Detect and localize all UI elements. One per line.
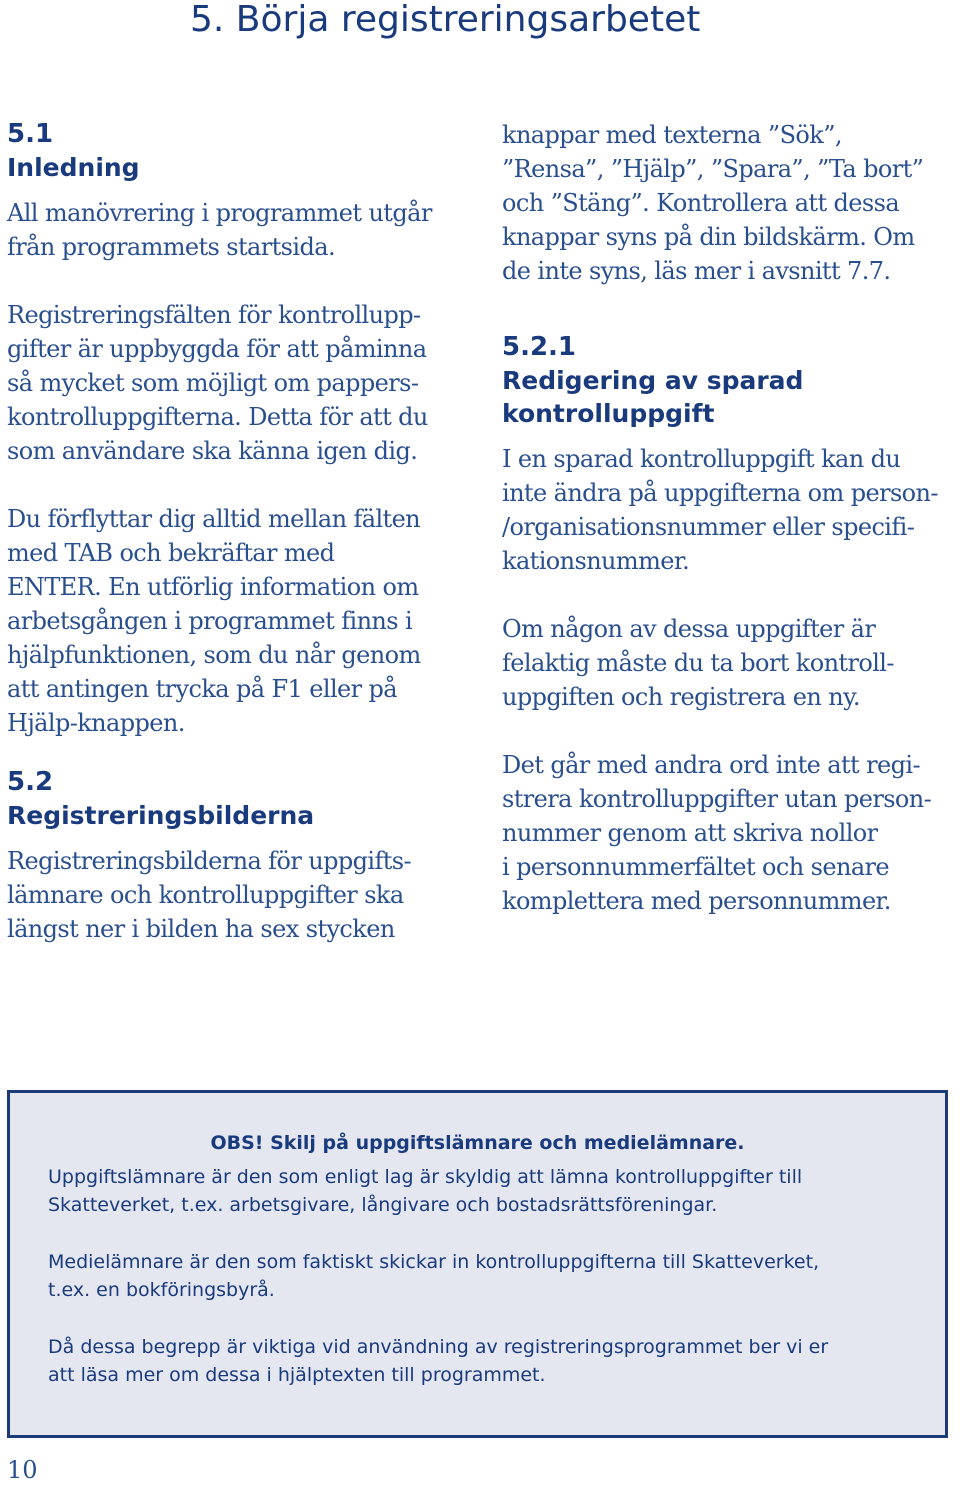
text-line: de inte syns, läs mer i avsnitt 7.7. — [502, 257, 891, 285]
text-line: Då dessa begrepp är viktiga vid användning av registreringsprogrammet ber vi er — [48, 1336, 829, 1358]
text-line: Registreringsfälten för kontrollupp- — [7, 301, 421, 329]
text-line: Hjälp-knappen. — [7, 709, 185, 737]
text-line: Skatteverket, t.ex. arbetsgivare, långivare och bostadsrättsföreningar. — [48, 1194, 718, 1216]
section-5-1-paragraph-3 — [7, 502, 457, 740]
notice-paragraph-2 — [48, 1248, 928, 1304]
text-line: /organisationsnummer eller specifi- — [502, 513, 915, 541]
right-column — [502, 118, 952, 918]
text-line: inte ändra på uppgifterna om person- — [502, 479, 938, 507]
text-line: att antingen trycka på F1 eller på — [7, 675, 398, 703]
page-number: 10 — [7, 1456, 38, 1484]
text-line: Om någon av dessa uppgifter är — [502, 615, 876, 643]
section-5-2-1-paragraph-3 — [502, 748, 952, 918]
text-line: Det går med andra ord inte att regi- — [502, 751, 920, 779]
text-line: Medielämnare är den som faktiskt skickar in kontrolluppgifterna till Skatteverket, — [48, 1251, 820, 1273]
section-5-1-paragraph-2 — [7, 298, 457, 468]
section-5-1-paragraph-1 — [7, 196, 457, 264]
text-line: nummer genom att skriva nollor — [502, 819, 878, 847]
text-line: ”Rensa”, ”Hjälp”, ”Spara”, ”Ta bort” — [502, 155, 924, 183]
section-5-2-paragraph — [7, 844, 457, 946]
text-line: Registreringsbilderna för uppgifts- — [7, 847, 411, 875]
text-line: Uppgiftslämnare är den som enligt lag är skyldig att lämna kontrolluppgifter till — [48, 1166, 803, 1188]
text-line: knappar syns på din bildskärm. Om — [502, 223, 915, 251]
section-5-2-1-paragraph-1 — [502, 442, 952, 578]
section-5-1-title: Inledning — [7, 153, 140, 182]
section-5-1-number: 5.1 — [7, 119, 54, 149]
text-line: i personnummerfältet och senare — [502, 853, 889, 881]
section-5-2-1-title-line-1: Redigering av sparad — [502, 366, 804, 395]
text-line: kationsnummer. — [502, 547, 690, 575]
section-5-2-title: Registreringsbilderna — [7, 801, 315, 830]
notice-heading: OBS! Skilj på uppgiftslämnare och medielämnare. — [210, 1132, 745, 1154]
text-line: t.ex. en bokföringsbyrå. — [48, 1279, 275, 1301]
section-5-2-continued-paragraph — [502, 118, 952, 288]
text-line: längst ner i bilden ha sex stycken — [7, 915, 395, 943]
notice-paragraph-3 — [48, 1333, 928, 1389]
text-line: komplettera med personnummer. — [502, 887, 891, 915]
text-line: knappar med texterna ”Sök”, — [502, 121, 842, 149]
text-line: All manövrering i programmet utgår — [7, 199, 432, 227]
text-line: lämnare och kontrolluppgifter ska — [7, 881, 404, 909]
text-line: uppgiften och registrera en ny. — [502, 683, 860, 711]
left-column — [7, 118, 457, 946]
text-line: med TAB och bekräftar med — [7, 539, 335, 567]
text-line: och ”Stäng”. Kontrollera att dessa — [502, 189, 900, 217]
text-line: Du förflyttar dig alltid mellan fälten — [7, 505, 421, 533]
page-title: 5. Börja registreringsarbetet — [190, 0, 701, 40]
text-line: kontrolluppgifterna. Detta för att du — [7, 403, 428, 431]
notice-box — [7, 1090, 948, 1438]
text-line: som användare ska känna igen dig. — [7, 437, 418, 465]
section-5-2-1-number: 5.2.1 — [502, 332, 577, 362]
text-line: I en sparad kontrolluppgift kan du — [502, 445, 901, 473]
section-5-2-1-paragraph-2 — [502, 612, 952, 714]
notice-paragraph-1 — [48, 1163, 928, 1219]
text-line: strera kontrolluppgifter utan person- — [502, 785, 932, 813]
text-line: så mycket som möjligt om pappers- — [7, 369, 419, 397]
text-line: hjälpfunktionen, som du når genom — [7, 641, 421, 669]
text-line: gifter är uppbyggda för att påminna — [7, 335, 427, 363]
text-line: felaktig måste du ta bort kontroll- — [502, 649, 894, 677]
section-5-2-number: 5.2 — [7, 767, 54, 797]
text-line: ENTER. En utförlig information om — [7, 573, 419, 601]
text-line: arbetsgången i programmet finns i — [7, 607, 413, 635]
section-5-2-1-title-line-2: kontrolluppgift — [502, 399, 715, 428]
text-line: att läsa mer om dessa i hjälptexten till programmet. — [48, 1364, 546, 1386]
text-line: från programmets startsida. — [7, 233, 335, 261]
